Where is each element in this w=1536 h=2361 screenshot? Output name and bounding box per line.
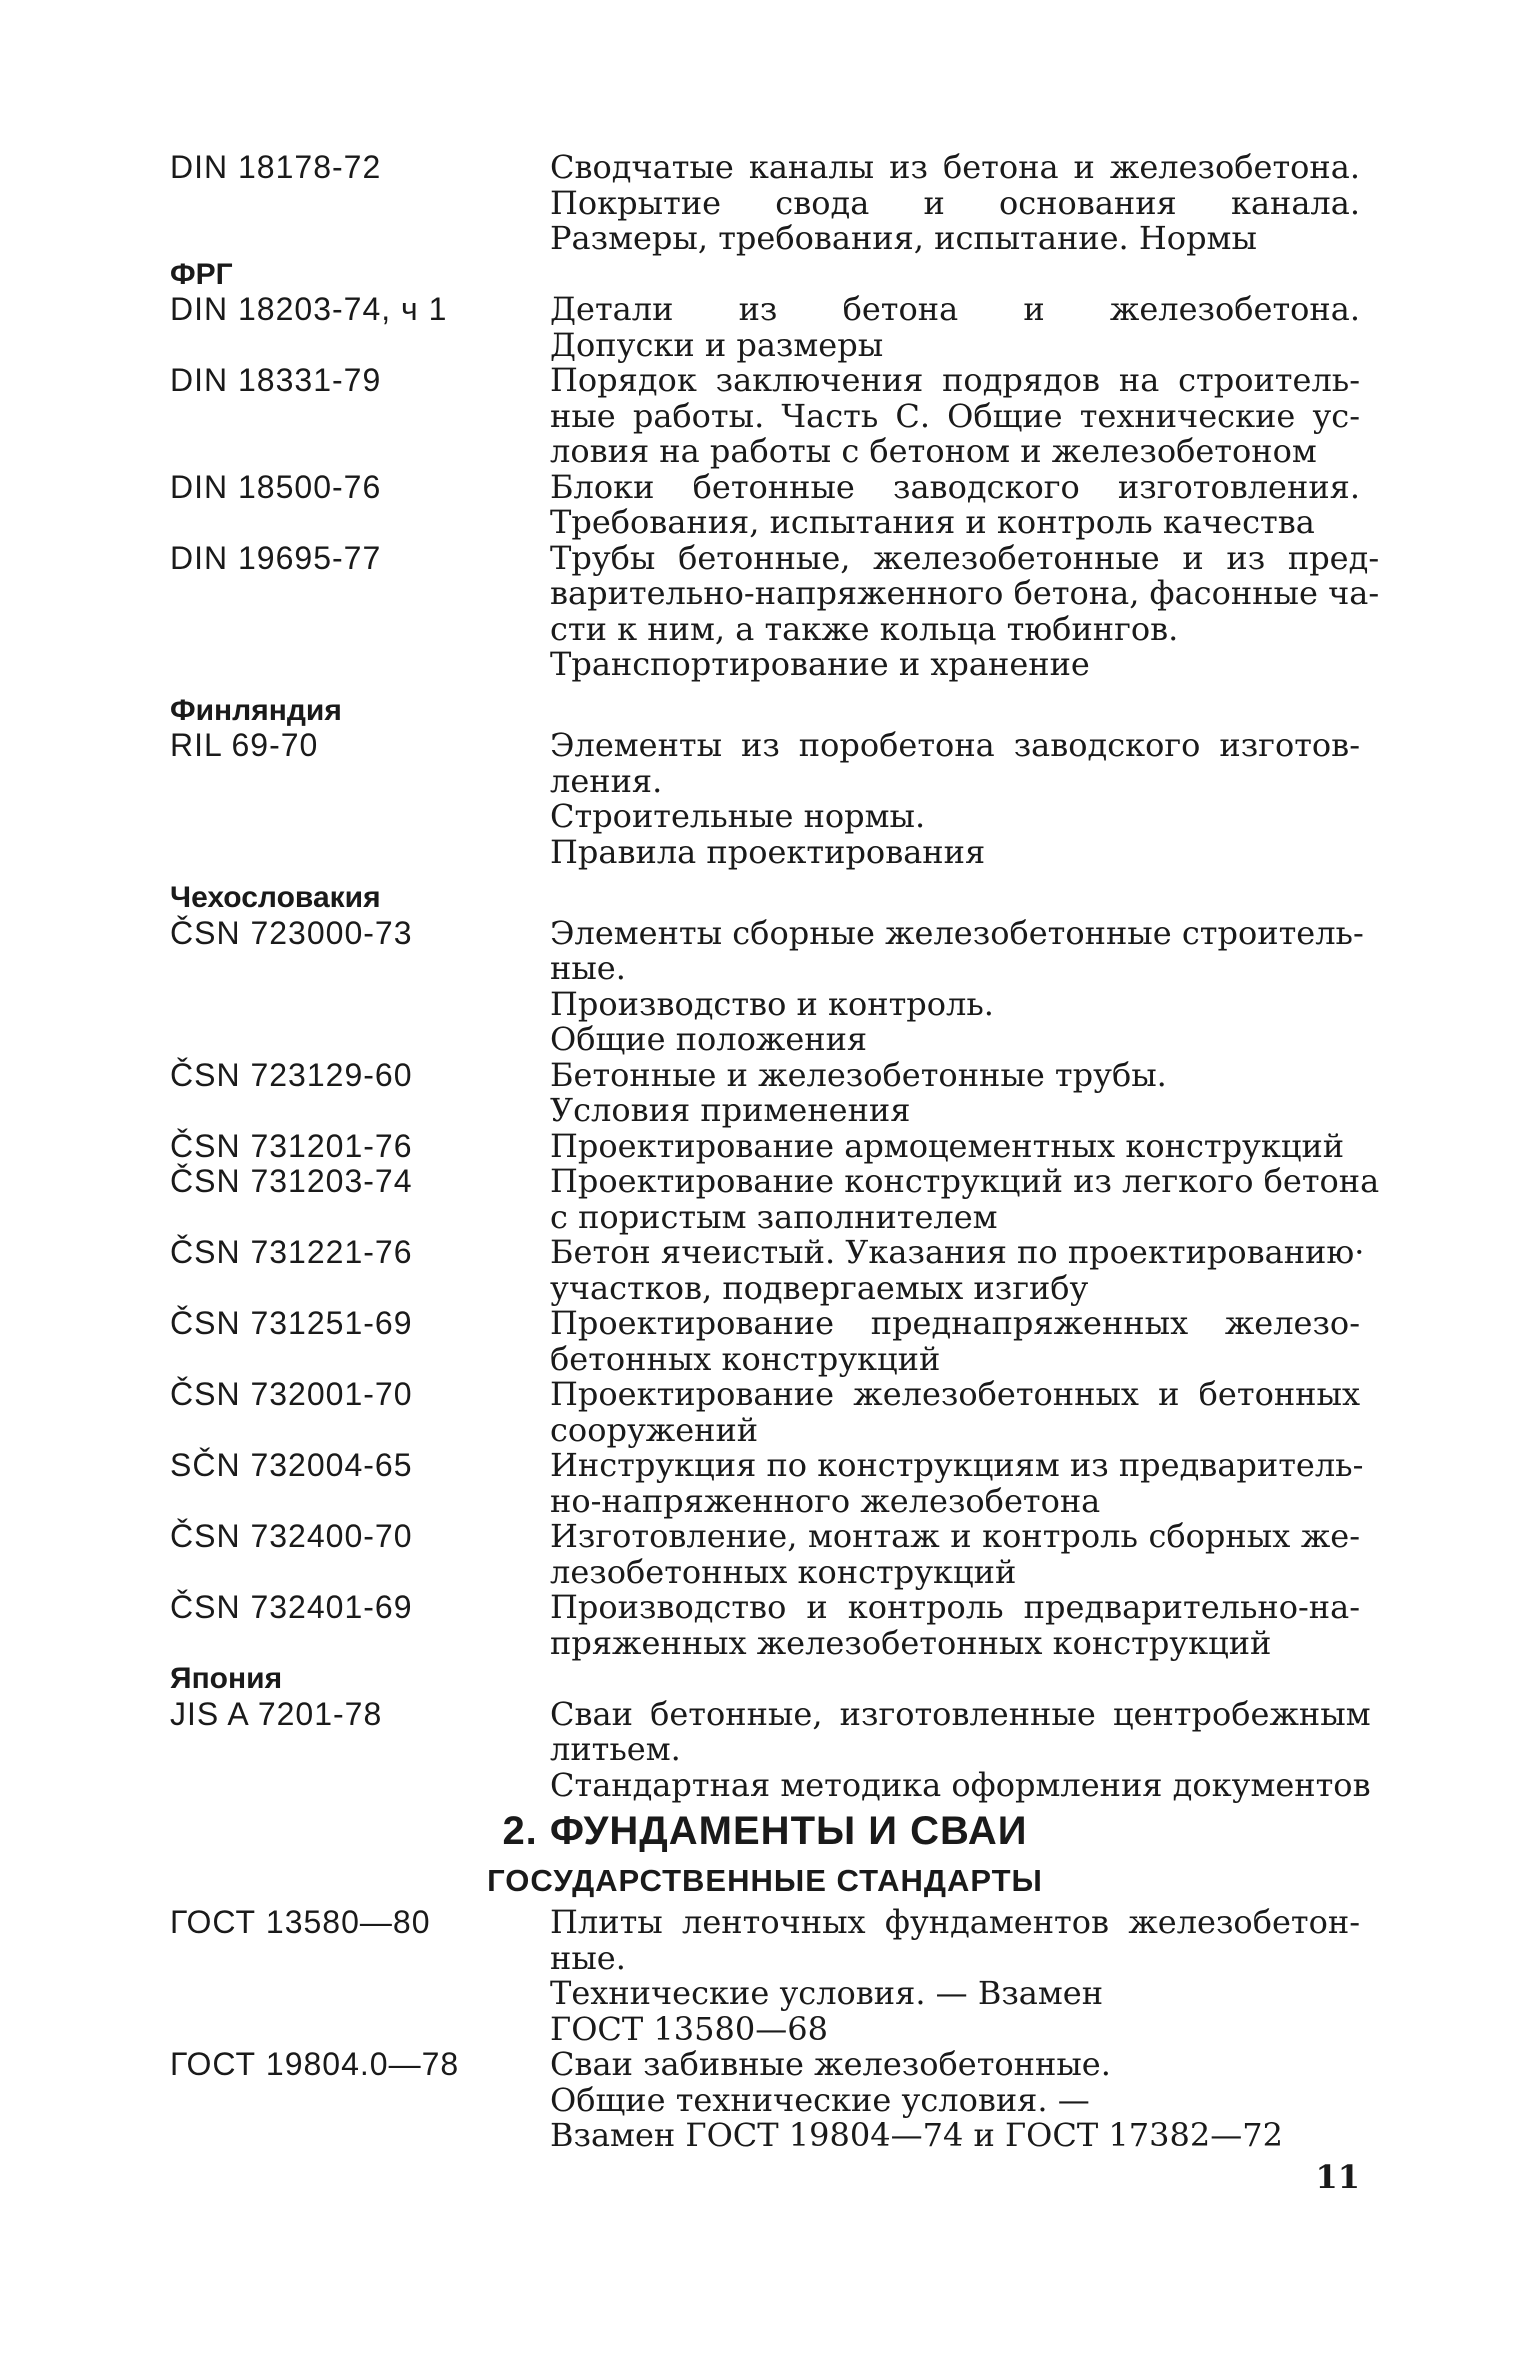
description-line: Производство и контроль предварительно-на- <box>550 1588 1360 1626</box>
standard-description <box>550 1905 1360 2047</box>
standard-description <box>550 1164 1379 1235</box>
standard-description <box>550 150 1360 257</box>
standard-entry <box>170 1306 1360 1377</box>
standard-description <box>550 292 1360 363</box>
description-line: Трубы бетонные, железобетонные и из пред- <box>550 538 1380 577</box>
description-line: сооружений <box>550 1410 759 1449</box>
description-line: Проектирование армоцементных конструкций <box>550 1126 1345 1165</box>
description-line: Инструкция по конструкциям из предваритель- <box>550 1446 1364 1484</box>
standard-entry <box>170 1126 1360 1165</box>
section-finland <box>170 693 1360 871</box>
standard-entry <box>170 1233 1365 1307</box>
description-line: ные. <box>550 949 626 987</box>
description-line: Транспортирование и хранение <box>550 645 1090 683</box>
country-heading: Финляндия <box>170 693 342 727</box>
standard-code: DIN 18203-74, ч 1 <box>170 291 448 327</box>
standard-entry <box>170 2047 1360 2154</box>
description-line: Проектирование железобетонных и бетонных <box>550 1375 1360 1413</box>
standard-code: JIS A 7201-78 <box>170 1695 383 1732</box>
standard-code: ČSN 732400-70 <box>170 1518 413 1554</box>
description-line: Взамен ГОСТ 19804—74 и ГОСТ 17382—72 <box>550 2116 1283 2154</box>
standard-description <box>550 538 1380 683</box>
standard-description <box>550 1306 1360 1377</box>
description-line: ления. <box>550 761 663 800</box>
standard-entry <box>170 1519 1360 1590</box>
standard-entry <box>170 1694 1371 1804</box>
description-line: Плиты ленточных фундаментов железобетон- <box>550 1903 1360 1941</box>
standard-code: ГОСТ 13580—80 <box>170 1904 431 1940</box>
standard-entry <box>170 913 1364 1058</box>
standard-description <box>550 1126 1360 1165</box>
description-line: Бетон ячеистый. Указания по проектированию· <box>550 1233 1365 1271</box>
description-line: Проектирование конструкций из легкого бетона <box>550 1162 1380 1200</box>
description-line: Порядок заключения подрядов на строитель- <box>550 361 1360 399</box>
standard-entry <box>170 1446 1364 1520</box>
description-line: Покрытие свода и основания канала. <box>550 183 1360 222</box>
standard-description <box>550 467 1360 541</box>
description-line: Проектирование преднапряженных железо- <box>550 1304 1360 1342</box>
description-line: Элементы из поробетона заводского изготов- <box>550 726 1360 764</box>
standard-code: DIN 18178-72 <box>170 149 382 185</box>
standard-code: DIN 19695-77 <box>170 539 382 576</box>
description-line: Размеры, требования, испытание. Нормы <box>550 219 1257 257</box>
standard-entry <box>170 1590 1360 1661</box>
description-line: Правила проектирования <box>550 832 986 871</box>
chapter-title: 2. ФУНДАМЕНТЫ И СВАИ <box>502 1809 1028 1853</box>
description-line: ные работы. Часть С. Общие технические ус- <box>550 396 1360 435</box>
section-frg <box>170 257 1380 683</box>
standard-code: ČSN 731221-76 <box>170 1234 413 1270</box>
standard-code: ČSN 723000-73 <box>170 914 413 951</box>
standard-description <box>550 363 1360 470</box>
standard-description <box>550 1235 1364 1306</box>
description-line: Сводчатые каналы из бетона и железобетона. <box>550 148 1360 186</box>
standard-entry <box>170 363 1360 470</box>
document-page <box>170 148 1380 2154</box>
standard-description <box>550 913 1364 1058</box>
standard-entry <box>170 292 1360 363</box>
section-gost <box>170 1905 1360 2154</box>
standard-description <box>550 1448 1363 1519</box>
description-line: участков, подвергаемых изгибу <box>550 1268 1089 1307</box>
section-top <box>170 150 1360 257</box>
description-line: Сваи бетонные, изготовленные центробежным <box>550 1694 1371 1733</box>
standard-entry <box>170 1377 1360 1448</box>
description-line: пряженных железобетонных конструкций <box>550 1623 1272 1662</box>
standard-entry <box>170 1055 1360 1129</box>
standard-description <box>550 1694 1371 1804</box>
standard-description <box>550 728 1360 870</box>
description-line: с пористым заполнителем <box>550 1197 998 1236</box>
description-line: Детали из бетона и железобетона. <box>550 290 1360 328</box>
page-number: 11 <box>1315 2158 1360 2196</box>
description-line: Стандартная методика оформления документов <box>550 1765 1371 1804</box>
standard-code: SČN 732004-65 <box>170 1447 413 1483</box>
chapter-subtitle: ГОСУДАРСТВЕННЫЕ СТАНДАРТЫ <box>487 1863 1043 1898</box>
standard-entry <box>170 150 1360 257</box>
standard-code: ČSN 731251-69 <box>170 1305 413 1341</box>
country-heading: Чехословакия <box>170 881 381 914</box>
description-line: Элементы сборные железобетонные строитель- <box>550 913 1364 952</box>
standard-code: ČSN 731203-74 <box>170 1163 413 1199</box>
description-line: Производство и контроль. <box>550 984 994 1023</box>
standard-entry <box>170 1162 1380 1236</box>
standard-description <box>550 2047 1360 2154</box>
description-line: Блоки бетонные заводского изготовления. <box>550 467 1360 506</box>
standard-code: DIN 18500-76 <box>170 468 382 505</box>
description-line: Технические условия. — Взамен <box>550 1974 1104 2012</box>
standard-code: RIL 69-70 <box>170 727 319 763</box>
standard-code: DIN 18331-79 <box>170 362 382 398</box>
description-line: Общие положения <box>550 1020 868 1058</box>
description-line: Допуски и размеры <box>550 325 884 364</box>
description-line: ловия на работы с бетоном и железобетоном <box>550 432 1317 470</box>
standard-entry <box>170 1905 1360 2047</box>
standard-code: ČSN 732001-70 <box>170 1376 413 1412</box>
standard-description <box>550 1590 1360 1661</box>
section-czechoslovakia <box>170 880 1380 1662</box>
description-line: ные. <box>550 1938 626 1977</box>
section-japan <box>170 1661 1371 1804</box>
standard-description <box>550 1055 1360 1129</box>
standard-entry <box>170 538 1380 683</box>
standard-entry <box>170 728 1360 870</box>
standard-description <box>550 1519 1360 1590</box>
description-line: Условия применения <box>550 1091 911 1129</box>
description-line: Общие технические условия. — <box>550 2080 1090 2119</box>
description-line: Сваи забивные железобетонные. <box>550 2045 1111 2083</box>
standard-code: ČSN 731201-76 <box>170 1127 413 1164</box>
description-line: но-напряженного железобетона <box>550 1481 1101 1520</box>
standard-code: ČSN 732401-69 <box>170 1589 413 1625</box>
standard-entry <box>170 467 1360 541</box>
country-heading: ФРГ <box>170 257 233 291</box>
description-line: ГОСТ 13580—68 <box>550 2009 828 2048</box>
description-line: бетонных конструкций <box>550 1339 941 1378</box>
standard-code: ČSN 723129-60 <box>170 1056 413 1093</box>
description-line: Строительные нормы. <box>550 797 926 835</box>
standard-description <box>550 1377 1360 1448</box>
description-line: Изготовление, монтаж и контроль сборных же- <box>550 1517 1360 1555</box>
description-line: варительно-напряженного бетона, фасонные ча- <box>550 574 1380 612</box>
country-heading: Япония <box>170 1662 283 1695</box>
description-line: сти к ним, а также кольца тюбингов. <box>550 609 1179 648</box>
description-line: литьем. <box>550 1730 681 1768</box>
description-line: Бетонные и железобетонные трубы. <box>550 1055 1167 1094</box>
standard-code: ГОСТ 19804.0—78 <box>170 2046 460 2082</box>
description-line: лезобетонных конструкций <box>550 1552 1017 1591</box>
description-line: Требования, испытания и контроль качества <box>550 503 1315 541</box>
